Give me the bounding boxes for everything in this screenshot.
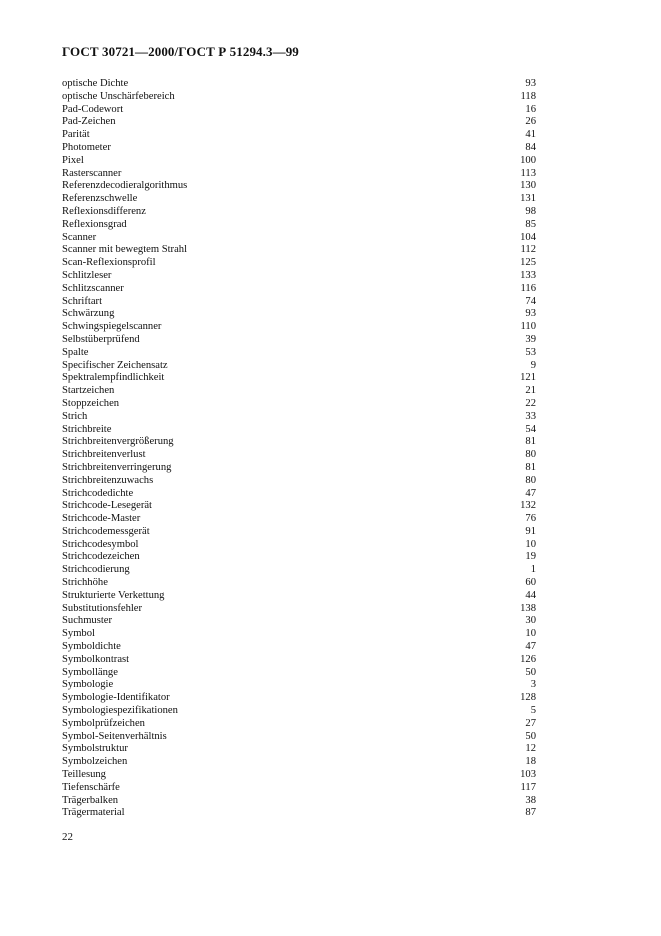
index-page-number: 74 — [525, 295, 536, 307]
index-page-number: 10 — [525, 628, 536, 640]
index-page-number: 47 — [525, 641, 536, 653]
index-term: Selbstüberprüfend — [62, 333, 140, 345]
index-page-number: 50 — [525, 666, 536, 678]
index-page-number: 81 — [525, 436, 536, 448]
index-term: Teillesung — [62, 769, 106, 781]
index-entry — [62, 590, 536, 603]
index-term: Strichbreitenverringerung — [62, 461, 172, 473]
index-entry — [62, 705, 536, 718]
index-term: Schlitzscanner — [62, 282, 124, 294]
index-term: Strichbreitenvergrößerung — [62, 436, 174, 448]
index-entry — [62, 475, 536, 488]
index-term: Strichbreitenzuwachs — [62, 474, 154, 486]
index-entry — [62, 206, 536, 219]
index-term: Trägerbalken — [62, 794, 119, 806]
index-page-number: 112 — [520, 244, 536, 256]
index-entry — [62, 615, 536, 628]
index-entry — [62, 462, 536, 475]
index-list — [62, 78, 536, 820]
index-term: Symbologie-Identifikator — [62, 692, 170, 704]
index-page-number: 91 — [525, 525, 536, 537]
index-term: Symbolprüfzeichen — [62, 717, 145, 729]
index-entry — [62, 628, 536, 641]
index-page-number: 121 — [520, 372, 536, 384]
index-entry — [62, 372, 536, 385]
index-page-number: 117 — [520, 781, 536, 793]
index-entry — [62, 244, 536, 257]
index-term: Rasterscanner — [62, 167, 122, 179]
index-page-number: 128 — [520, 692, 536, 704]
index-term: optische Unschärfebereich — [62, 90, 175, 102]
index-entry — [62, 193, 536, 206]
index-page-number: 54 — [525, 423, 536, 435]
index-entry — [62, 718, 536, 731]
index-page-number: 126 — [520, 653, 536, 665]
index-entry — [62, 168, 536, 181]
index-page-number: 131 — [520, 193, 536, 205]
index-term: Symboldichte — [62, 641, 121, 653]
index-entry — [62, 104, 536, 117]
index-page-number: 47 — [525, 487, 536, 499]
index-page-number: 80 — [525, 474, 536, 486]
index-term: Strichcode-Lesegerät — [62, 500, 153, 512]
index-entry — [62, 564, 536, 577]
index-entry — [62, 308, 536, 321]
index-page-number: 33 — [525, 410, 536, 422]
index-term: Strichhöhe — [62, 577, 108, 589]
index-term: Symbollänge — [62, 666, 118, 678]
index-entry — [62, 692, 536, 705]
index-term: Spektralempfindlichkeit — [62, 372, 165, 384]
index-term: Strichcodesymbol — [62, 538, 139, 550]
index-page-number: 98 — [525, 205, 536, 217]
index-term: Referenzdecodieralgorithmus — [62, 180, 188, 192]
index-page-number: 116 — [520, 282, 536, 294]
index-entry — [62, 78, 536, 91]
index-entry — [62, 488, 536, 501]
index-page-number: 110 — [520, 321, 536, 333]
index-entry — [62, 296, 536, 309]
index-entry — [62, 500, 536, 513]
index-entry — [62, 577, 536, 590]
index-term: Scanner mit bewegtem Strahl — [62, 244, 188, 256]
index-term: Specifischer Zeichensatz — [62, 359, 168, 371]
index-term: Strichbreitenverlust — [62, 449, 146, 461]
index-term: Strichbreite — [62, 423, 112, 435]
index-entry — [62, 385, 536, 398]
index-entry — [62, 513, 536, 526]
index-page-number: 39 — [525, 333, 536, 345]
index-page-number: 16 — [525, 103, 536, 115]
index-entry — [62, 641, 536, 654]
index-page-number: 118 — [520, 90, 536, 102]
index-term: Startzeichen — [62, 385, 115, 397]
index-term: optische Dichte — [62, 78, 129, 89]
index-term: Schriftart — [62, 295, 103, 307]
index-page-number: 38 — [525, 794, 536, 806]
index-page-number: 84 — [525, 141, 536, 153]
index-page-number: 19 — [525, 551, 536, 563]
index-page-number: 22 — [525, 397, 536, 409]
index-term: Scan-Reflexionsprofil — [62, 257, 156, 269]
index-term: Schlitzleser — [62, 269, 112, 281]
index-page-number: 87 — [525, 807, 536, 819]
index-page-number: 9 — [530, 359, 536, 371]
index-term: Reflexionsgrad — [62, 218, 127, 230]
index-entry — [62, 539, 536, 552]
index-entry — [62, 756, 536, 769]
index-term: Photometer — [62, 141, 111, 153]
index-entry — [62, 270, 536, 283]
index-entry — [62, 654, 536, 667]
index-page-number: 85 — [525, 218, 536, 230]
index-page-number: 27 — [525, 717, 536, 729]
index-entry — [62, 526, 536, 539]
index-term: Parität — [62, 129, 90, 141]
index-entry — [62, 321, 536, 334]
index-entry — [62, 232, 536, 245]
index-term: Strich — [62, 410, 88, 422]
index-term: Reflexionsdifferenz — [62, 205, 146, 217]
index-page-number: 93 — [525, 78, 536, 89]
index-entry — [62, 142, 536, 155]
index-page-number: 53 — [525, 346, 536, 358]
index-page-number: 132 — [520, 500, 536, 512]
index-term: Symbolzeichen — [62, 756, 128, 768]
index-term: Pixel — [62, 154, 84, 166]
index-page-number: 44 — [525, 589, 536, 601]
index-term: Strichcodierung — [62, 564, 130, 576]
index-entry — [62, 795, 536, 808]
index-term: Trägermaterial — [62, 807, 125, 819]
index-term: Symbologiespezifikationen — [62, 705, 178, 717]
index-entry — [62, 219, 536, 232]
index-page-number: 41 — [525, 129, 536, 141]
index-page-number: 50 — [525, 730, 536, 742]
index-term: Symbol-Seitenverhältnis — [62, 730, 167, 742]
index-term: Suchmuster — [62, 615, 113, 627]
index-entry — [62, 782, 536, 795]
index-page-number: 138 — [520, 602, 536, 614]
index-entry — [62, 424, 536, 437]
index-entry — [62, 449, 536, 462]
index-term: Substitutionsfehler — [62, 602, 143, 614]
index-page-number: 125 — [520, 257, 536, 269]
index-entry — [62, 807, 536, 820]
index-page-number: 100 — [520, 154, 536, 166]
index-term: Strukturierte Verkettung — [62, 589, 165, 601]
index-page-number: 18 — [525, 756, 536, 768]
index-page-number: 12 — [525, 743, 536, 755]
index-entry — [62, 436, 536, 449]
index-page-number: 21 — [525, 385, 536, 397]
index-term: Stoppzeichen — [62, 397, 120, 409]
index-entry — [62, 769, 536, 782]
index-term: Strichcodezeichen — [62, 551, 140, 563]
index-page-number: 81 — [525, 461, 536, 473]
index-term: Schwingspiegelscanner — [62, 321, 162, 333]
index-term: Tiefenschärfe — [62, 781, 120, 793]
index-term: Strichcode-Master — [62, 513, 141, 525]
index-entry — [62, 360, 536, 373]
index-page-number: 80 — [525, 449, 536, 461]
index-page-number: 76 — [525, 513, 536, 525]
index-page-number: 113 — [520, 167, 536, 179]
index-term: Symbolkontrast — [62, 653, 130, 665]
index-entry — [62, 347, 536, 360]
index-page-number: 5 — [530, 705, 536, 717]
index-term: Pad-Zeichen — [62, 116, 116, 128]
index-entry — [62, 180, 536, 193]
index-entry — [62, 116, 536, 129]
index-page-number: 60 — [525, 577, 536, 589]
index-page-number: 26 — [525, 116, 536, 128]
index-entry — [62, 91, 536, 104]
index-entry — [62, 731, 536, 744]
index-entry — [62, 679, 536, 692]
index-entry — [62, 398, 536, 411]
index-page-number: 3 — [530, 679, 536, 691]
index-page-number: 30 — [525, 615, 536, 627]
index-term: Pad-Codewort — [62, 103, 124, 115]
index-term: Strichcodedichte — [62, 487, 134, 499]
index-term: Strichcodemessgerät — [62, 525, 150, 537]
index-term: Scanner — [62, 231, 97, 243]
index-term: Symbologie — [62, 679, 114, 691]
index-entry — [62, 411, 536, 424]
index-entry — [62, 743, 536, 756]
index-entry — [62, 334, 536, 347]
index-page-number: 93 — [525, 308, 536, 320]
index-page-number: 104 — [520, 231, 536, 243]
index-term: Symbolstruktur — [62, 743, 128, 755]
index-page-number: 103 — [520, 769, 536, 781]
index-entry — [62, 155, 536, 168]
index-page-number: 1 — [530, 564, 536, 576]
index-term: Spalte — [62, 346, 89, 358]
page-header: ГОСТ 30721—2000/ГОСТ Р 51294.3—99 — [62, 44, 299, 59]
index-entry — [62, 603, 536, 616]
index-entry — [62, 129, 536, 142]
index-term: Referenzschwelle — [62, 193, 138, 205]
index-term: Symbol — [62, 628, 95, 640]
index-term: Schwärzung — [62, 308, 115, 320]
page-number: 22 — [62, 831, 73, 843]
index-entry — [62, 667, 536, 680]
index-page-number: 130 — [520, 180, 536, 192]
index-page-number: 10 — [525, 538, 536, 550]
index-entry — [62, 257, 536, 270]
index-entry — [62, 551, 536, 564]
index-page-number: 133 — [520, 269, 536, 281]
index-entry — [62, 283, 536, 296]
